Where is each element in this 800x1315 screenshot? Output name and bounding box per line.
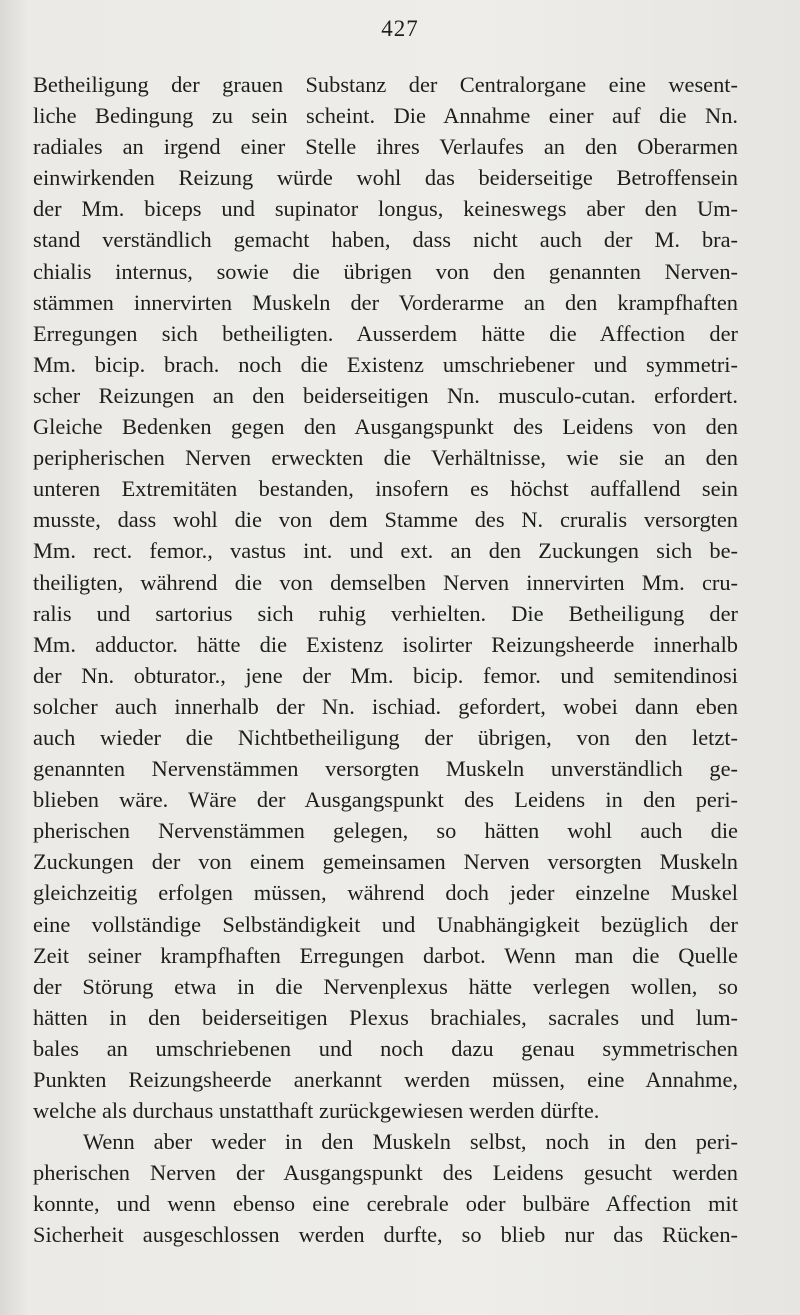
text-line: der Störung etwa in die Nervenplexus hätte verlegen wollen, so: [33, 973, 738, 999]
text-line: chialis internus, sowie die übrigen von den genannten Nerven-: [33, 258, 738, 284]
text-line: gleichzeitig erfolgen müssen, während doch jeder einzelne Muskel: [33, 880, 738, 906]
body-text: [33, 69, 738, 1251]
text-line: konnte, und wenn ebenso eine cerebrale oder bulbäre Affection mit: [33, 1191, 738, 1217]
text-line: Gleiche Bedenken gegen den Ausgangspunkt des Leidens von den: [33, 414, 738, 440]
paragraph-start-line: Wenn aber weder in den Muskeln selbst, noch in den peri-: [83, 1129, 738, 1155]
text-line: Punkten Reizungsheerde anerkannt werden müssen, eine Annahme,: [33, 1067, 738, 1092]
text-line: genannten Nervenstämmen versorgten Muskeln unverständlich ge-: [33, 756, 738, 782]
text-line: Betheiligung der grauen Substanz der Centralorgane eine wesent-: [33, 72, 738, 97]
text-line: unteren Extremitäten bestanden, insofern es höchst auffallend sein: [33, 476, 738, 502]
text-line: solcher auch innerhalb der Nn. ischiad. gefordert, wobei dann eben: [33, 693, 738, 719]
text-line: der Nn. obturator., jene der Mm. bicip. femor. und semitendinosi: [33, 662, 738, 688]
page-number: 427: [381, 16, 419, 41]
text-line: Zeit seiner krampfhaften Erregungen darbot. Wenn man die Quelle: [33, 942, 738, 968]
text-line: radiales an irgend einer Stelle ihres Verlaufes an den Oberarmen: [33, 134, 738, 160]
text-line: ralis und sartorius sich ruhig verhielten. Die Betheiligung der: [33, 600, 738, 626]
text-line: peripherischen Nerven erweckten die Verhältnisse, wie sie an den: [33, 445, 738, 471]
text-line: stand verständlich gemacht haben, dass nicht auch der M. bra-: [33, 227, 738, 253]
text-line: Mm. adductor. hätte die Existenz isolirter Reizungsheerde innerhalb: [33, 631, 738, 657]
text-line: Zuckungen der von einem gemeinsamen Nerven versorgten Muskeln: [33, 849, 738, 875]
text-line: der Mm. biceps und supinator longus, keineswegs aber den Um-: [33, 196, 738, 222]
text-line: bales an umschriebenen und noch dazu genau symmetrischen: [33, 1035, 738, 1061]
text-line: musste, dass wohl die von dem Stamme des N. cruralis versorgten: [33, 507, 738, 533]
text-line: eine vollständige Selbständigkeit und Unabhängigkeit bezüglich der: [33, 911, 738, 937]
text-line: Erregungen sich betheiligten. Ausserdem hätte die Affection der: [33, 320, 738, 346]
text-line: hätten in den beiderseitigen Plexus brachiales, sacrales und lum-: [33, 1004, 738, 1030]
text-line: liche Bedingung zu sein scheint. Die Annahme einer auf die Nn.: [33, 103, 738, 129]
paragraph-end-line: welche als durchaus unstatthaft zurückgewiesen werden dürfte.: [33, 1098, 600, 1124]
text-line: pherischen Nerven der Ausgangspunkt des Leidens gesucht werden: [33, 1160, 738, 1186]
text-line: scher Reizungen an den beiderseitigen Nn. musculo-cutan. erfordert.: [33, 382, 738, 408]
text-line: pherischen Nervenstämmen gelegen, so hätten wohl auch die: [33, 818, 738, 844]
text-line: Mm. bicip. brach. noch die Existenz umschriebener und symmetri-: [33, 351, 738, 377]
text-line: blieben wäre. Wäre der Ausgangspunkt des Leidens in den peri-: [33, 787, 738, 813]
text-line: einwirkenden Reizung würde wohl das beiderseitige Betroffensein: [33, 165, 738, 191]
text-line: Mm. rect. femor., vastus int. und ext. an den Zuckungen sich be-: [33, 538, 738, 564]
text-line: auch wieder die Nichtbetheiligung der übrigen, von den letzt-: [33, 724, 738, 750]
text-line: stämmen innervirten Muskeln der Vorderarme an den krampfhaften: [33, 289, 738, 315]
text-line: Sicherheit ausgeschlossen werden durfte, so blieb nur das Rücken-: [33, 1222, 738, 1248]
text-line: theiligten, während die von demselben Nerven innervirten Mm. cru-: [33, 569, 738, 595]
